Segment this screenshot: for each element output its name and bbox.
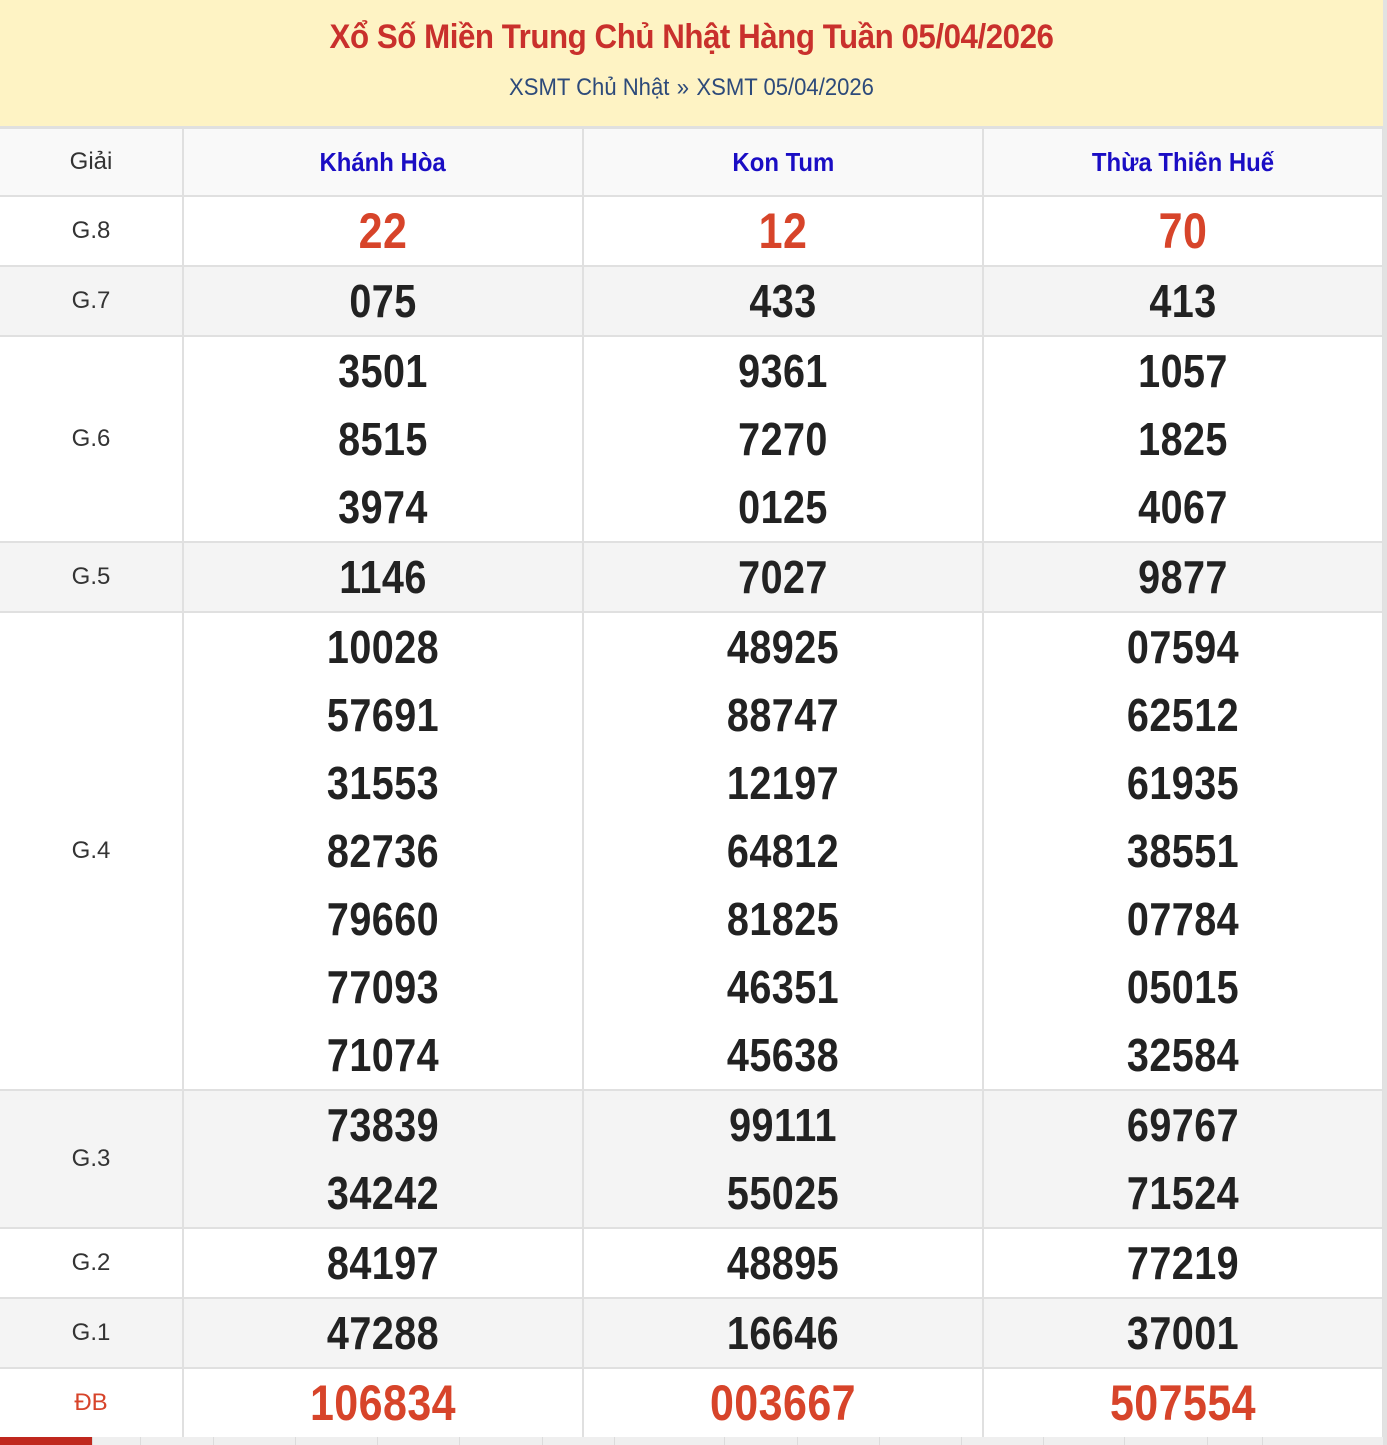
prize-number: 3501 <box>338 345 428 397</box>
province-link[interactable]: Kon Tum <box>732 146 834 177</box>
result-cell <box>183 542 583 612</box>
prize-number: 31553 <box>326 757 440 809</box>
tab-item[interactable] <box>615 1437 725 1445</box>
result-cell <box>983 1298 1383 1368</box>
result-cell <box>583 196 983 266</box>
special-prize-number: 003667 <box>709 1375 857 1431</box>
prize-number: 48895 <box>726 1237 840 1289</box>
prize-number: 075 <box>349 275 417 327</box>
province-header[interactable] <box>983 128 1383 196</box>
result-cell <box>183 1228 583 1298</box>
result-cell <box>983 336 1383 542</box>
special-prize-number: 106834 <box>309 1375 457 1431</box>
prize-number: 69767 <box>1126 1099 1240 1151</box>
tab-strip <box>0 1437 1383 1445</box>
prize-number: 77219 <box>1126 1237 1240 1289</box>
prize-label-cell <box>0 1090 183 1228</box>
breadcrumb-separator-icon: » <box>676 74 690 101</box>
results-table <box>0 127 1384 1439</box>
result-cell <box>583 612 983 1090</box>
table-row <box>0 1368 1383 1438</box>
prize-number: 46351 <box>726 961 840 1013</box>
prize-number: 61935 <box>1126 757 1240 809</box>
tab-item[interactable] <box>725 1437 798 1445</box>
table-row <box>0 1228 1383 1298</box>
prize-label: G.5 <box>71 563 111 590</box>
prize-number: 48925 <box>726 621 840 673</box>
prize-number: 1057 <box>1138 345 1228 397</box>
result-cell <box>583 1368 983 1438</box>
prize-label-cell <box>0 336 183 542</box>
prize-label-cell <box>0 542 183 612</box>
tab-item[interactable] <box>798 1437 880 1445</box>
table-row <box>0 542 1383 612</box>
prize-number: 413 <box>1149 275 1217 327</box>
prize-number: 32584 <box>1126 1029 1240 1081</box>
result-cell <box>183 1298 583 1368</box>
prize-number: 07784 <box>1126 893 1240 945</box>
prize-number: 7027 <box>738 551 828 603</box>
prize-number: 55025 <box>726 1167 840 1219</box>
result-cell <box>983 196 1383 266</box>
tab-item[interactable] <box>141 1437 214 1445</box>
prize-label: G.4 <box>71 837 111 864</box>
tab-item[interactable] <box>0 1437 93 1445</box>
prize-number: 4067 <box>1138 481 1228 533</box>
prize-number: 88747 <box>726 689 840 741</box>
prize-number: 82736 <box>326 825 440 877</box>
result-cell <box>183 336 583 542</box>
result-cell <box>983 542 1383 612</box>
result-cell <box>583 1090 983 1228</box>
result-cell <box>183 612 583 1090</box>
results-body <box>0 196 1383 1438</box>
prize-number: 12197 <box>726 757 840 809</box>
prize-label-cell <box>0 196 183 266</box>
prize-number: 34242 <box>326 1167 440 1219</box>
prize-number: 1825 <box>1138 413 1228 465</box>
tab-item[interactable] <box>543 1437 615 1445</box>
special-prize-number: 507554 <box>1109 1375 1257 1431</box>
prize-number: 0125 <box>738 481 828 533</box>
prize-label: G.1 <box>71 1319 111 1346</box>
prize-number: 9877 <box>1138 551 1228 603</box>
province-header[interactable] <box>183 128 583 196</box>
breadcrumb-link-xsmt-sunday[interactable]: XSMT Chủ Nhật <box>509 74 670 101</box>
prize-number: 57691 <box>326 689 440 741</box>
prize-number: 81825 <box>726 893 840 945</box>
result-cell <box>983 1090 1383 1228</box>
prize-number: 45638 <box>726 1029 840 1081</box>
prize-number: 47288 <box>326 1307 440 1359</box>
tab-item[interactable] <box>93 1437 141 1445</box>
breadcrumb <box>55 74 1327 102</box>
table-row <box>0 1090 1383 1228</box>
prize-label-cell <box>0 1228 183 1298</box>
prize-label: ĐB <box>74 1389 108 1416</box>
result-cell <box>183 1368 583 1438</box>
prize-number: 1146 <box>339 551 427 603</box>
prize-label: G.2 <box>71 1249 111 1276</box>
result-cell <box>583 542 983 612</box>
prize-label-cell <box>0 1298 183 1368</box>
result-cell <box>983 612 1383 1090</box>
tab-item[interactable] <box>1044 1437 1125 1445</box>
prize-number: 433 <box>749 275 817 327</box>
table-header-row <box>0 128 1383 196</box>
result-cell <box>183 1090 583 1228</box>
prize-label-cell <box>0 612 183 1090</box>
province-header[interactable] <box>583 128 983 196</box>
prize-column-header <box>0 128 183 196</box>
tab-item[interactable] <box>214 1437 296 1445</box>
tab-item[interactable] <box>1208 1437 1263 1445</box>
prize-number: 64812 <box>726 825 840 877</box>
province-link[interactable]: Thừa Thiên Huế <box>1091 146 1275 177</box>
result-cell <box>183 196 583 266</box>
prize-number: 16646 <box>726 1307 840 1359</box>
prize-label: G.8 <box>71 217 111 244</box>
table-row <box>0 336 1383 542</box>
result-cell <box>583 336 983 542</box>
prize-number: 71524 <box>1126 1167 1240 1219</box>
prize-number: 22 <box>358 203 408 259</box>
tab-item[interactable] <box>962 1437 1044 1445</box>
prize-number: 05015 <box>1126 961 1240 1013</box>
prize-label-cell <box>0 266 183 336</box>
prize-label: G.7 <box>71 287 111 314</box>
prize-label: G.6 <box>71 425 111 452</box>
tab-item[interactable] <box>296 1437 378 1445</box>
prize-number: 62512 <box>1126 689 1240 741</box>
tab-item[interactable] <box>1125 1437 1208 1445</box>
tab-item[interactable] <box>880 1437 962 1445</box>
table-row <box>0 1298 1383 1368</box>
prize-number: 12 <box>758 203 808 259</box>
prize-number: 8515 <box>338 413 428 465</box>
header-band <box>0 0 1383 128</box>
prize-number: 10028 <box>326 621 440 673</box>
prize-header-label: Giải <box>69 148 113 175</box>
result-cell <box>983 1228 1383 1298</box>
prize-number: 79660 <box>326 893 440 945</box>
scrollbar-gutter <box>1383 0 1387 1445</box>
prize-number: 07594 <box>1126 621 1240 673</box>
breadcrumb-link-xsmt-date[interactable]: XSMT 05/04/2026 <box>696 74 874 101</box>
prize-number: 9361 <box>738 345 828 397</box>
result-cell <box>583 266 983 336</box>
tab-item[interactable] <box>378 1437 460 1445</box>
prize-number: 3974 <box>338 481 428 533</box>
table-row <box>0 612 1383 1090</box>
result-cell <box>983 1368 1383 1438</box>
prize-number: 70 <box>1158 203 1208 259</box>
result-cell <box>583 1298 983 1368</box>
prize-number: 38551 <box>1126 825 1240 877</box>
result-cell <box>983 266 1383 336</box>
tab-item[interactable] <box>460 1437 543 1445</box>
prize-number: 99111 <box>729 1099 837 1151</box>
table-row <box>0 196 1383 266</box>
prize-number: 73839 <box>326 1099 440 1151</box>
result-cell <box>583 1228 983 1298</box>
prize-label-cell <box>0 1368 183 1438</box>
table-row <box>0 266 1383 336</box>
page-title: Xổ Số Miền Trung Chủ Nhật Hàng Tuần 05/04/2026 <box>329 18 1054 56</box>
result-cell <box>183 266 583 336</box>
prize-number: 77093 <box>326 961 440 1013</box>
prize-number: 37001 <box>1126 1307 1240 1359</box>
prize-number: 7270 <box>738 413 828 465</box>
prize-number: 84197 <box>326 1237 440 1289</box>
prize-number: 71074 <box>326 1029 440 1081</box>
prize-label: G.3 <box>71 1145 111 1172</box>
province-link[interactable]: Khánh Hòa <box>319 146 447 177</box>
